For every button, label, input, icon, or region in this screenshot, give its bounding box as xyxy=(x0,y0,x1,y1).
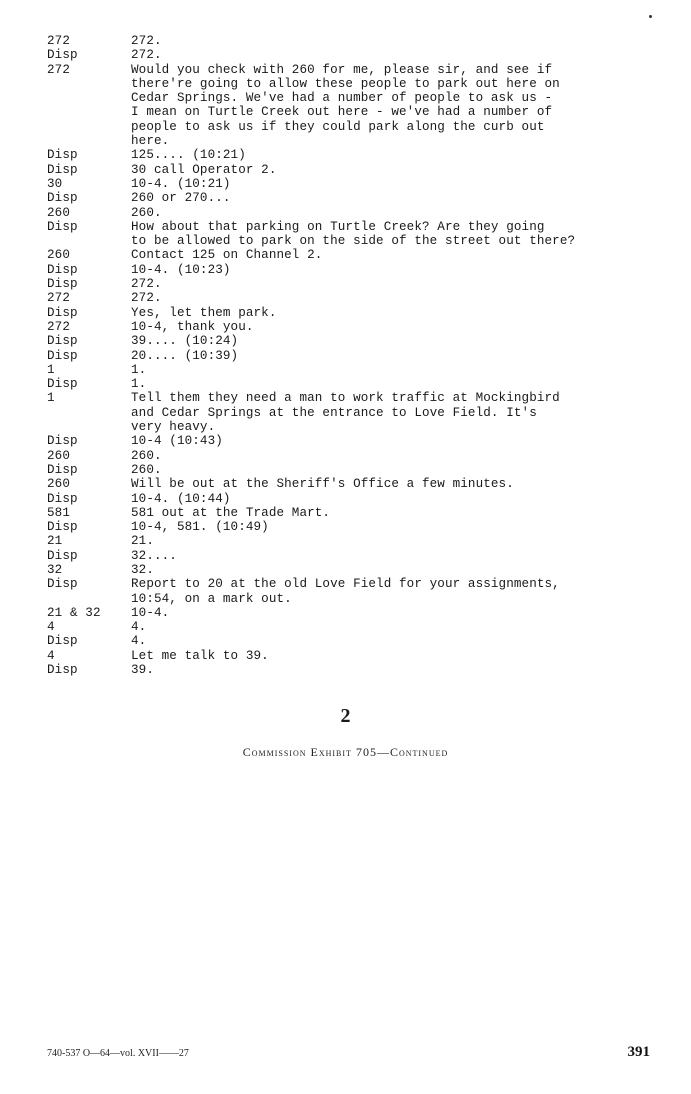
speaker-id: 272 xyxy=(47,319,70,334)
transcript-row xyxy=(47,291,647,305)
speaker-id: 1 xyxy=(47,391,55,406)
speaker-id: Disp xyxy=(47,462,78,477)
exhibit-caption: Commission Exhibit 705—Continued xyxy=(242,745,449,759)
transcript-row xyxy=(47,377,647,391)
message-text: Report to 20 at the old Love Field for your assignments, 10:54, on a mark out. xyxy=(131,577,560,606)
speaker-id: 272 xyxy=(47,62,70,77)
message-text: 10-4, thank you. xyxy=(131,319,254,334)
message-text: Will be out at the Sheriff's Office a few minutes. xyxy=(131,477,514,492)
transcript-row xyxy=(47,34,647,48)
speaker-id: Disp xyxy=(47,277,78,292)
transcript-row xyxy=(47,177,647,191)
message-text: 4. xyxy=(131,634,147,649)
message-text: 10-4. (10:21) xyxy=(131,176,231,191)
message-text: 581 out at the Trade Mart. xyxy=(131,505,331,520)
transcript-row xyxy=(47,434,647,448)
transcript-row xyxy=(47,191,647,205)
speaker-id: Disp xyxy=(47,162,78,177)
message-text: 272. xyxy=(131,277,162,292)
message-text: Yes, let them park. xyxy=(131,305,277,320)
message-text: 10-4, 581. (10:49) xyxy=(131,520,269,535)
speaker-id: 260 xyxy=(47,205,70,220)
message-text: Would you check with 260 for me, please sir, and see if there're going to allow these people to park out here on Cedar Springs. We've had a number of people to ask us - I mean on Turtle Creek out here - we've had a number of people to ask us if they could park along the curb out here. xyxy=(131,62,560,149)
speaker-id: 4 xyxy=(47,620,55,635)
message-text: 20.... (10:39) xyxy=(131,348,239,363)
transcript-row xyxy=(47,248,647,262)
transcript-row xyxy=(47,48,647,62)
transcript-row xyxy=(47,606,647,620)
speaker-id: Disp xyxy=(47,191,78,206)
message-text: 10-4 (10:43) xyxy=(131,434,223,449)
message-text: 260. xyxy=(131,462,162,477)
transcript-row xyxy=(47,277,647,291)
transcript-row xyxy=(47,220,647,249)
transcript-row xyxy=(47,663,647,677)
transcript-row xyxy=(47,463,647,477)
message-text: Contact 125 on Channel 2. xyxy=(131,248,323,263)
speaker-id: 32 xyxy=(47,562,63,577)
transcript-row xyxy=(47,263,647,277)
message-text: 4. xyxy=(131,620,147,635)
message-text: Tell them they need a man to work traffic at Mockingbird and Cedar Springs at the entrance to Love Field. It's very heavy. xyxy=(131,391,560,435)
speaker-id: Disp xyxy=(47,348,78,363)
speaker-id: Disp xyxy=(47,663,78,678)
speaker-id: 581 xyxy=(47,505,70,520)
radio-transcript xyxy=(47,34,647,677)
transcript-row xyxy=(47,349,647,363)
message-text: 272. xyxy=(131,48,162,63)
speaker-id: Disp xyxy=(47,577,78,592)
transcript-row xyxy=(47,163,647,177)
message-text: 260 or 270... xyxy=(131,191,231,206)
transcript-row xyxy=(47,320,647,334)
message-text: 1. xyxy=(131,362,147,377)
transcript-row xyxy=(47,549,647,563)
message-text: Let me talk to 39. xyxy=(131,648,269,663)
message-text: 32.... xyxy=(131,548,177,563)
transcript-row xyxy=(47,148,647,162)
transcript-row xyxy=(47,391,647,434)
speaker-id: 21 xyxy=(47,534,63,549)
transcript-row xyxy=(47,563,647,577)
speaker-id: Disp xyxy=(47,520,78,535)
message-text: 272. xyxy=(131,291,162,306)
speaker-id: 272 xyxy=(47,34,70,48)
speaker-id: 4 xyxy=(47,648,55,663)
transcript-row xyxy=(47,577,647,606)
speaker-id: Disp xyxy=(47,548,78,563)
message-text: 10-4. xyxy=(131,605,170,620)
transcript-row xyxy=(47,63,647,149)
speaker-id: Disp xyxy=(47,219,78,234)
message-text: 39. xyxy=(131,663,154,678)
message-text: 125.... (10:21) xyxy=(131,148,246,163)
speaker-id: 260 xyxy=(47,248,70,263)
message-text: 21. xyxy=(131,534,154,549)
speaker-id: Disp xyxy=(47,377,78,392)
message-text: 260. xyxy=(131,205,162,220)
message-text: 39.... (10:24) xyxy=(131,334,239,349)
message-text: How about that parking on Turtle Creek? Are they going to be allowed to park on the side of the street out there? xyxy=(131,219,576,249)
transcript-row xyxy=(47,634,647,648)
message-text: 32. xyxy=(131,562,154,577)
speaker-id: Disp xyxy=(47,305,78,320)
transcript-page-number: 2 xyxy=(340,705,351,727)
transcript-row xyxy=(47,206,647,220)
scan-speck xyxy=(649,15,652,18)
speaker-id: Disp xyxy=(47,434,78,449)
message-text: 260. xyxy=(131,448,162,463)
message-text: 1. xyxy=(131,377,147,392)
page-number: 391 xyxy=(627,1044,650,1060)
speaker-id: Disp xyxy=(47,491,78,506)
transcript-row xyxy=(47,334,647,348)
message-text: 30 call Operator 2. xyxy=(131,162,277,177)
print-code: 740-537 O—64—vol. XVII——27 xyxy=(47,1048,189,1059)
transcript-row xyxy=(47,449,647,463)
transcript-row xyxy=(47,306,647,320)
transcript-row xyxy=(47,477,647,491)
speaker-id: Disp xyxy=(47,634,78,649)
transcript-row xyxy=(47,492,647,506)
transcript-row xyxy=(47,649,647,663)
transcript-row xyxy=(47,506,647,520)
message-text: 10-4. (10:23) xyxy=(131,262,231,277)
transcript-row xyxy=(47,620,647,634)
speaker-id: Disp xyxy=(47,148,78,163)
speaker-id: 1 xyxy=(47,362,55,377)
message-text: 272. xyxy=(131,34,162,48)
speaker-id: 272 xyxy=(47,291,70,306)
speaker-id: 30 xyxy=(47,176,63,191)
speaker-id: Disp xyxy=(47,334,78,349)
speaker-id: 260 xyxy=(47,448,70,463)
transcript-row xyxy=(47,363,647,377)
speaker-id: Disp xyxy=(47,48,78,63)
speaker-id: 260 xyxy=(47,477,70,492)
transcript-row xyxy=(47,520,647,534)
speaker-id: Disp xyxy=(47,262,78,277)
transcript-row xyxy=(47,534,647,548)
speaker-id: 21 & 32 xyxy=(47,605,101,620)
message-text: 10-4. (10:44) xyxy=(131,491,231,506)
